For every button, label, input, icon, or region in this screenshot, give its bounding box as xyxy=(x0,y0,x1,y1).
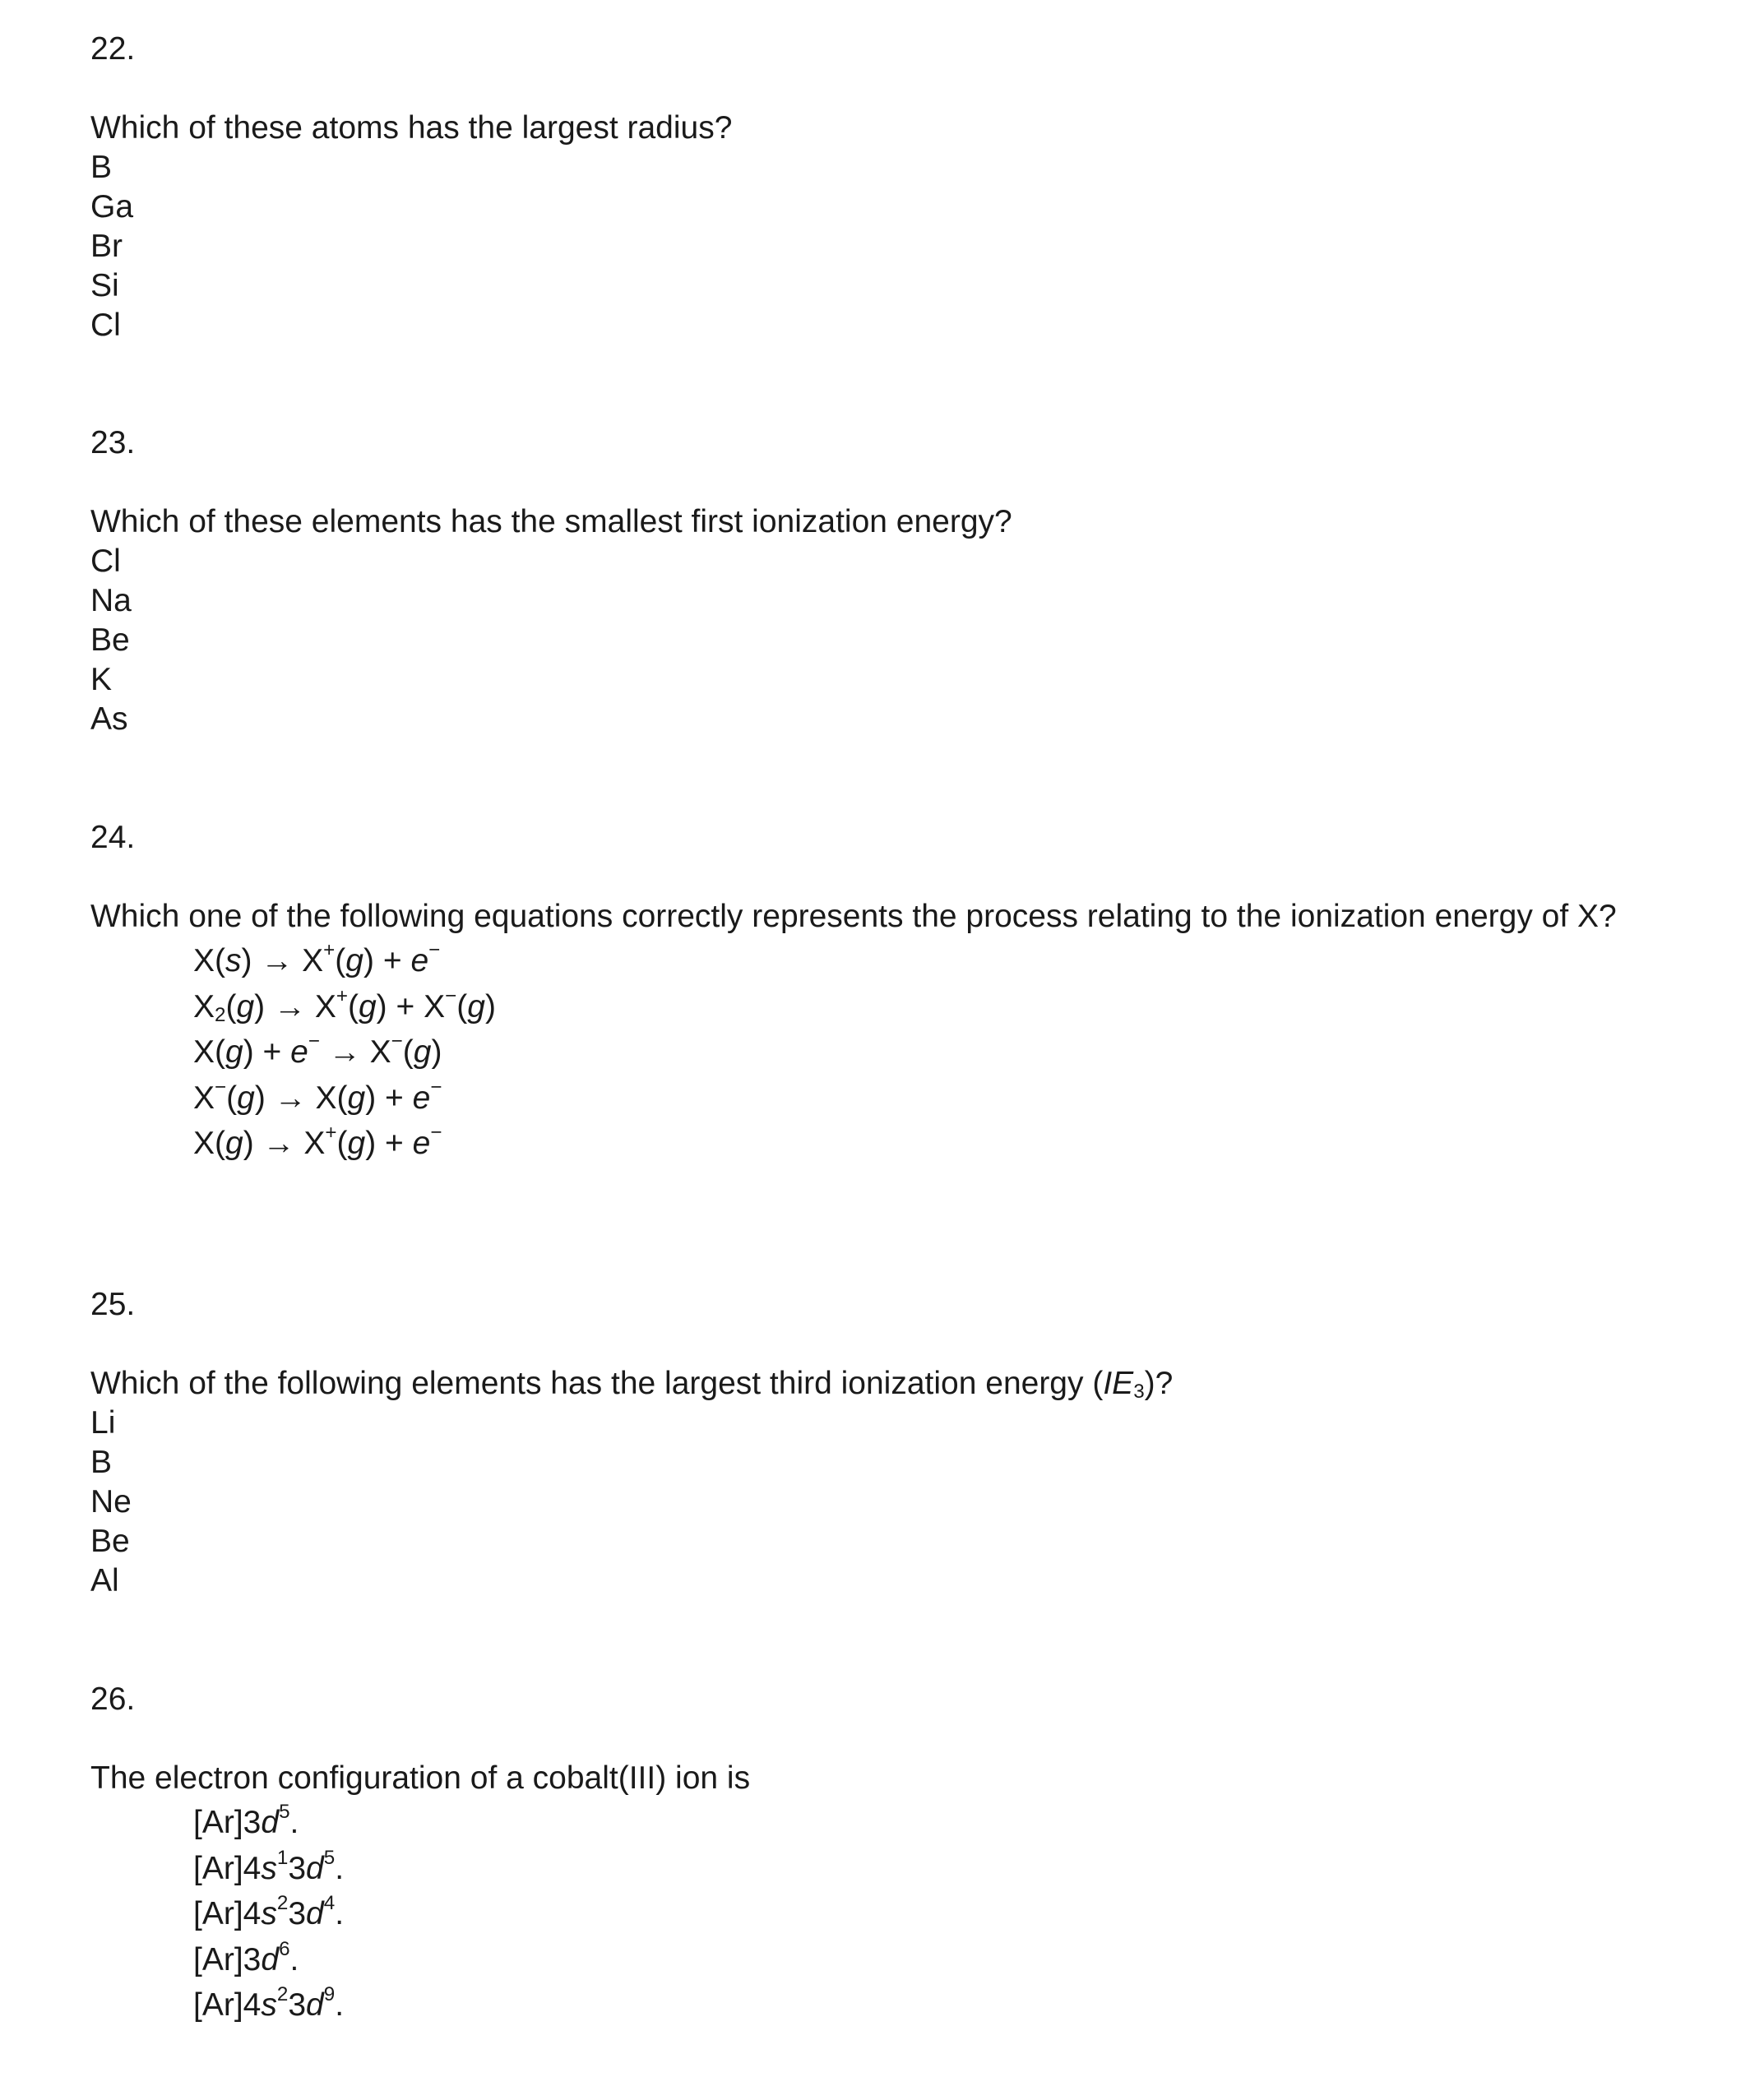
answer-option[interactable]: $X_2(g) \to X^+(g) + X^-(g)$ xyxy=(193,984,496,1026)
answer-option[interactable]: $[Ar]3d^5$. xyxy=(193,1800,299,1840)
answer-option[interactable]: B xyxy=(90,1445,113,1480)
answer-option[interactable]: Si xyxy=(90,268,119,303)
question-prompt: Which of these elements has the smallest first ionization energy? xyxy=(90,504,1012,539)
question-23 xyxy=(90,423,1735,737)
answer-option[interactable]: Ga xyxy=(90,189,134,224)
answer-option[interactable]: Br xyxy=(90,229,123,264)
answer-option[interactable]: Be xyxy=(90,1524,130,1559)
question-number: 26. xyxy=(90,1681,136,1717)
answer-option[interactable]: K xyxy=(90,662,113,697)
question-24 xyxy=(90,818,1735,1161)
answer-option[interactable]: X−(g) → X(g) + e− xyxy=(193,1075,442,1116)
question-22 xyxy=(90,30,1735,343)
answer-option[interactable]: X(g) → X+(g) + e− xyxy=(193,1121,442,1161)
question-prompt: Which of the following elements has the largest third ionization energy $(IE_3)$? xyxy=(90,1366,1174,1403)
answer-option[interactable]: Cl xyxy=(90,308,121,343)
question-prompt: Which of these atoms has the largest radius? xyxy=(90,110,733,146)
answer-option[interactable]: $[Ar]4s^13d^5$. xyxy=(193,1846,345,1886)
question-26 xyxy=(90,1680,1735,2023)
answer-option[interactable]: Ne xyxy=(90,1484,132,1519)
answer-option[interactable]: $[Ar]4s^23d^4$. xyxy=(193,1891,345,1931)
answer-option[interactable]: $[Ar]4s^23d^9$. xyxy=(193,1982,345,2023)
answer-option[interactable]: $[Ar]3d^6$. xyxy=(193,1937,299,1977)
answer-option[interactable]: Cl xyxy=(90,544,121,579)
question-prompt: Which one of the following equations correctly represents the process relating to the ionization energy of X? xyxy=(90,899,1617,934)
answer-options xyxy=(90,542,132,739)
answer-option[interactable]: B xyxy=(90,150,113,185)
question-number: 25. xyxy=(90,1287,136,1322)
answer-option[interactable]: Al xyxy=(90,1563,119,1598)
answer-option[interactable]: X(g) + e− → X−(g) xyxy=(193,1029,442,1070)
answer-option[interactable]: As xyxy=(90,701,128,737)
answer-option[interactable]: Na xyxy=(90,583,132,618)
question-prompt: The electron configuration of a cobalt(III) ion is xyxy=(90,1760,751,1796)
answer-options xyxy=(193,938,496,1167)
answer-options xyxy=(193,1800,344,2028)
question-number: 24. xyxy=(90,820,136,855)
answer-option[interactable]: Be xyxy=(90,622,130,658)
answer-option[interactable]: X(s) → X+(g) + e− xyxy=(193,938,441,978)
answer-options xyxy=(90,148,133,345)
answer-option[interactable]: Li xyxy=(90,1405,116,1441)
question-number: 23. xyxy=(90,425,136,460)
question-number: 22. xyxy=(90,31,136,67)
question-25 xyxy=(90,1285,1735,1598)
answer-options xyxy=(90,1404,132,1601)
